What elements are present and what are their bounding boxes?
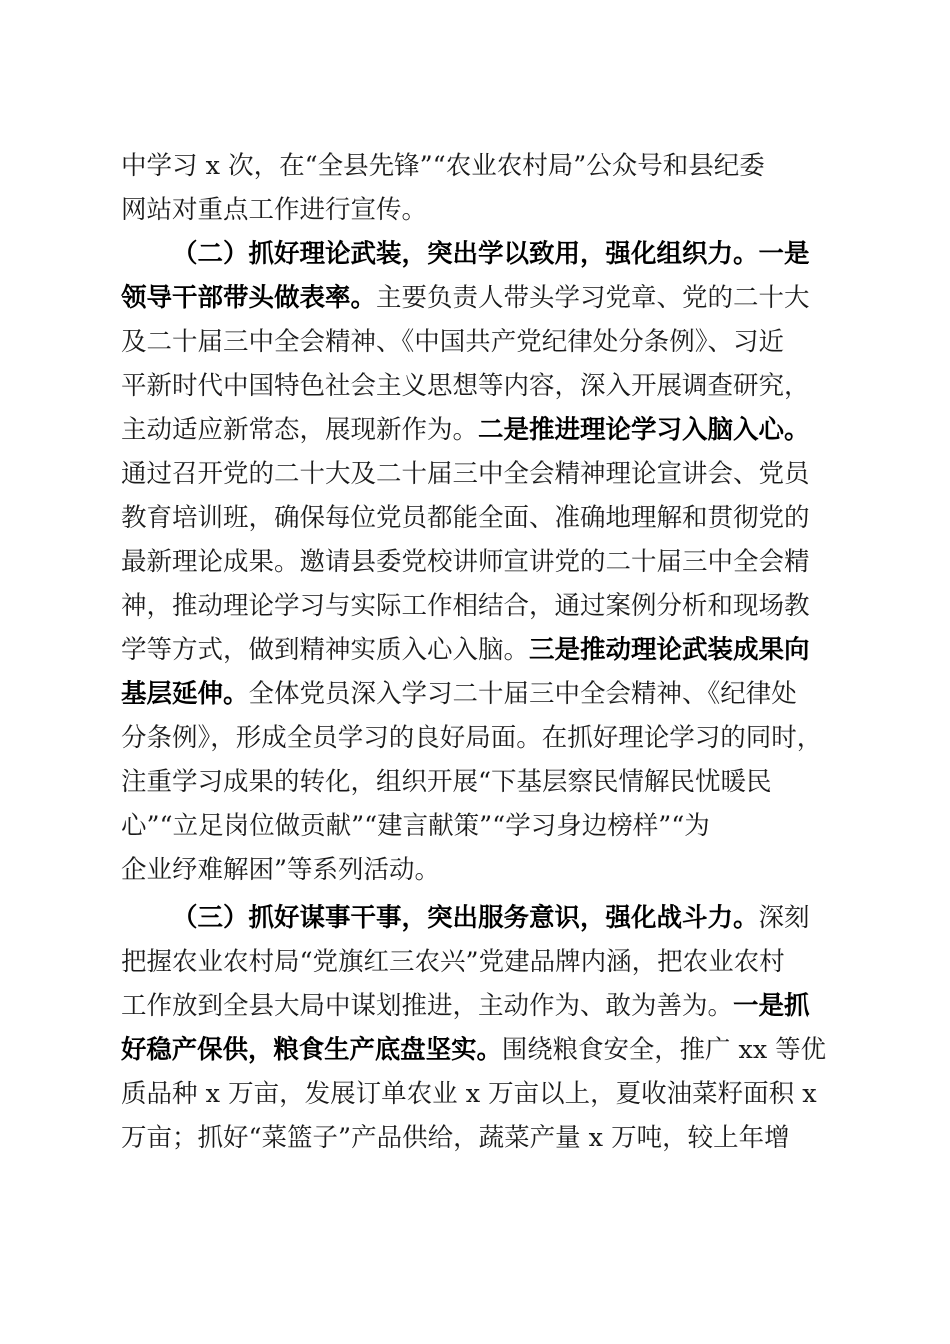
- bold-run: 三是推动理论武装成果向: [529, 635, 810, 665]
- text-run: 及二十届三中全会精神、《中国共产党纪律处分条例》、习近: [121, 327, 785, 357]
- bold-run: 二是推进理论学习入脑入心。: [478, 415, 810, 445]
- section-heading-2: [172, 232, 810, 276]
- text-line: [121, 452, 810, 496]
- bold-run: （三）抓好谋事干事，突出服务意识，强化战斗力。: [172, 903, 759, 933]
- text-line: [121, 760, 772, 804]
- text-run: 工作放到全县大局中谋划推进，主动作为、敢为善为。: [121, 991, 734, 1021]
- text-run: 把握农业农村局“党旗红三农兴”党建品牌内涵，把农业农村: [121, 947, 785, 977]
- bold-run: （二）抓好理论武装，突出学以致用，强化组织力。一是: [172, 239, 810, 269]
- text-run: 围绕粮食安全，推广 xx 等优: [501, 1035, 826, 1065]
- section-heading-3: [172, 896, 810, 940]
- text-run: 注重学习成果的转化，组织开展“下基层察民情解民忧暖民: [121, 767, 772, 797]
- text-run: 网站对重点工作进行宣传。: [121, 195, 428, 225]
- text-line: [121, 320, 784, 364]
- text-run: 学等方式，做到精神实质入心入脑。: [121, 635, 530, 665]
- text-line: [121, 804, 710, 848]
- text-line: [121, 584, 810, 628]
- bold-run: 好稳产保供，粮食生产底盘坚实。: [121, 1035, 502, 1065]
- text-run: 教育培训班，确保每位党员都能全面、准确地理解和贯彻党的: [121, 503, 810, 533]
- bold-run: 基层延伸。: [121, 679, 249, 709]
- text-line: [121, 540, 810, 584]
- text-run: 主要负责人带头学习党章、党的二十大: [376, 283, 810, 313]
- text-run: 平新时代中国特色社会主义思想等内容，深入开展调查研究，: [121, 371, 810, 401]
- text-run: 万亩；抓好“菜篮子”产品供给，蔬菜产量 x 万吨，较上年增: [121, 1123, 790, 1153]
- text-run: 心”“立足岗位做贡献”“建言献策”“学习身边榜样”“为: [121, 811, 710, 841]
- text-line: [121, 984, 810, 1028]
- text-line: [121, 408, 810, 452]
- text-line: [121, 144, 765, 188]
- text-run: 深刻: [758, 903, 810, 933]
- text-line: [121, 276, 810, 320]
- text-run: 中学习 x 次，在“全县先锋”“农业农村局”公众号和县纪委: [121, 151, 765, 181]
- text-line: [121, 364, 810, 408]
- bold-run: 一是抓: [733, 991, 810, 1021]
- text-line: [121, 628, 810, 672]
- text-run: 主动适应新常态，展现新作为。: [121, 415, 479, 445]
- text-run: 神，推动理论学习与实际工作相结合，通过案例分析和现场教: [121, 591, 810, 621]
- text-line: [121, 940, 785, 984]
- text-run: 全体党员深入学习二十届三中全会精神、《纪律处: [248, 679, 797, 709]
- text-run: 企业纾难解困”等系列活动。: [121, 855, 441, 885]
- text-line: [121, 188, 427, 232]
- text-run: 分条例》，形成全员学习的良好局面。在抓好理论学习的同时，: [121, 723, 823, 753]
- text-run: 质品种 x 万亩，发展订单农业 x 万亩以上，夏收油菜籽面积 x: [121, 1079, 817, 1109]
- bold-run: 领导干部带头做表率。: [121, 283, 377, 313]
- text-line: [121, 848, 440, 892]
- text-run: 通过召开党的二十大及二十届三中全会精神理论宣讲会、党员: [121, 459, 810, 489]
- text-line: [121, 1072, 817, 1116]
- text-line: [121, 1028, 826, 1072]
- text-line: [121, 672, 797, 716]
- text-line: [121, 716, 822, 760]
- text-line: [121, 1116, 790, 1160]
- text-run: 最新理论成果。邀请县委党校讲师宣讲党的二十届三中全会精: [121, 547, 810, 577]
- text-line: [121, 496, 810, 540]
